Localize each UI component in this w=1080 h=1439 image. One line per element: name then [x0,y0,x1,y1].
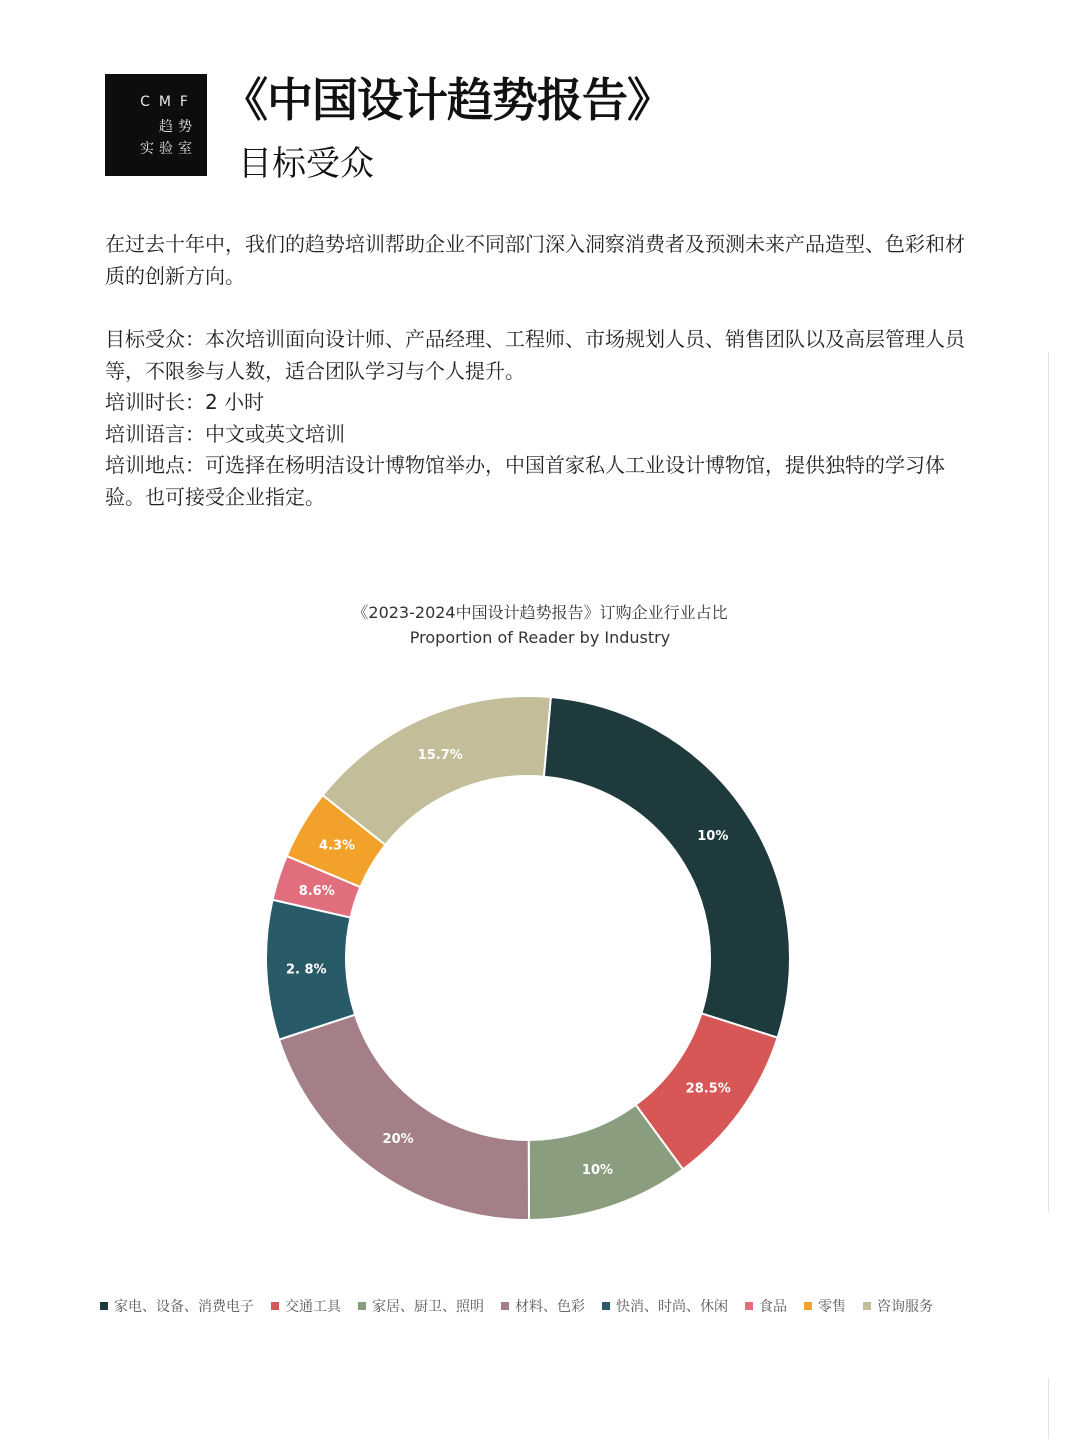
legend-swatch [863,1302,871,1310]
legend-item-6 [745,1296,787,1316]
chart-legend [100,1296,1000,1316]
slice-label-1: 10% [697,828,729,844]
legend-item-8 [863,1296,933,1316]
intro-text: 在过去十年中，我们的趋势培训帮助企业不同部门深入洞察消费者及预测未来产品造型、色彩和材质的创新方向。 [105,232,965,288]
legend-label: 材料、色彩 [515,1299,585,1315]
logo-line-2: 趋势 [159,119,197,135]
legend-item-4 [501,1296,585,1316]
legend-swatch [100,1302,108,1310]
detail-duration: 培训时长：2 小时 [105,390,265,414]
chart-title: 《2023-2024中国设计趋势报告》订购企业行业占比 [352,603,728,622]
legend-label: 家居、厨卫、照明 [372,1299,484,1315]
detail-location: 培训地点：可选择在杨明洁设计博物馆举办，中国首家私人工业设计博物馆，提供独特的学习体验。也可接受企业指定。 [105,453,945,509]
legend-swatch [602,1302,610,1310]
legend-item-3 [358,1296,484,1316]
legend-swatch [501,1302,509,1310]
logo-line-1: CMF [140,94,197,110]
chart-subtitle: Proportion of Reader by Industry [409,628,671,647]
slice-label-8: 15.7% [417,748,463,764]
legend-swatch [358,1302,366,1310]
page-subtitle: 目标受众 [238,144,374,184]
legend-item-2 [271,1296,341,1316]
detail-audience: 目标受众：本次培训面向设计师、产品经理、工程师、市场规划人员、销售团队以及高层管理人员等，不限参与人数，适合团队学习与个人提升。 [105,327,965,383]
detail-language: 培训语言：中文或英文培训 [105,421,345,446]
donut-slice-8 [323,696,551,845]
legend-label: 家电、设备、消费电子 [114,1299,254,1315]
slice-label-5: 2. 8% [285,962,327,978]
legend-label: 交通工具 [285,1299,341,1315]
slice-label-2: 28.5% [685,1081,731,1097]
legend-item-5 [602,1296,728,1316]
legend-swatch [804,1302,812,1310]
slice-label-4: 20% [382,1132,414,1148]
slice-label-6: 8.6% [298,883,335,899]
slice-label-7: 4.3% [319,838,356,854]
donut-slice-4 [279,1015,529,1220]
edge-divider-bottom [1048,1378,1049,1439]
legend-swatch [271,1302,279,1310]
legend-label: 咨询服务 [877,1299,933,1315]
legend-swatch [745,1302,753,1310]
slice-label-3: 10% [581,1162,614,1178]
donut-slice-1 [544,697,790,1038]
page-title: 《中国设计趋势报告》 [222,73,672,127]
legend-label: 食品 [759,1299,787,1315]
legend-item-1 [100,1296,254,1316]
legend-label: 快消、时尚、休闲 [616,1299,728,1315]
logo-line-3: 实验室 [140,141,197,157]
legend-item-7 [804,1296,846,1316]
edge-divider-top [1048,352,1049,1212]
legend-label: 零售 [818,1299,846,1315]
